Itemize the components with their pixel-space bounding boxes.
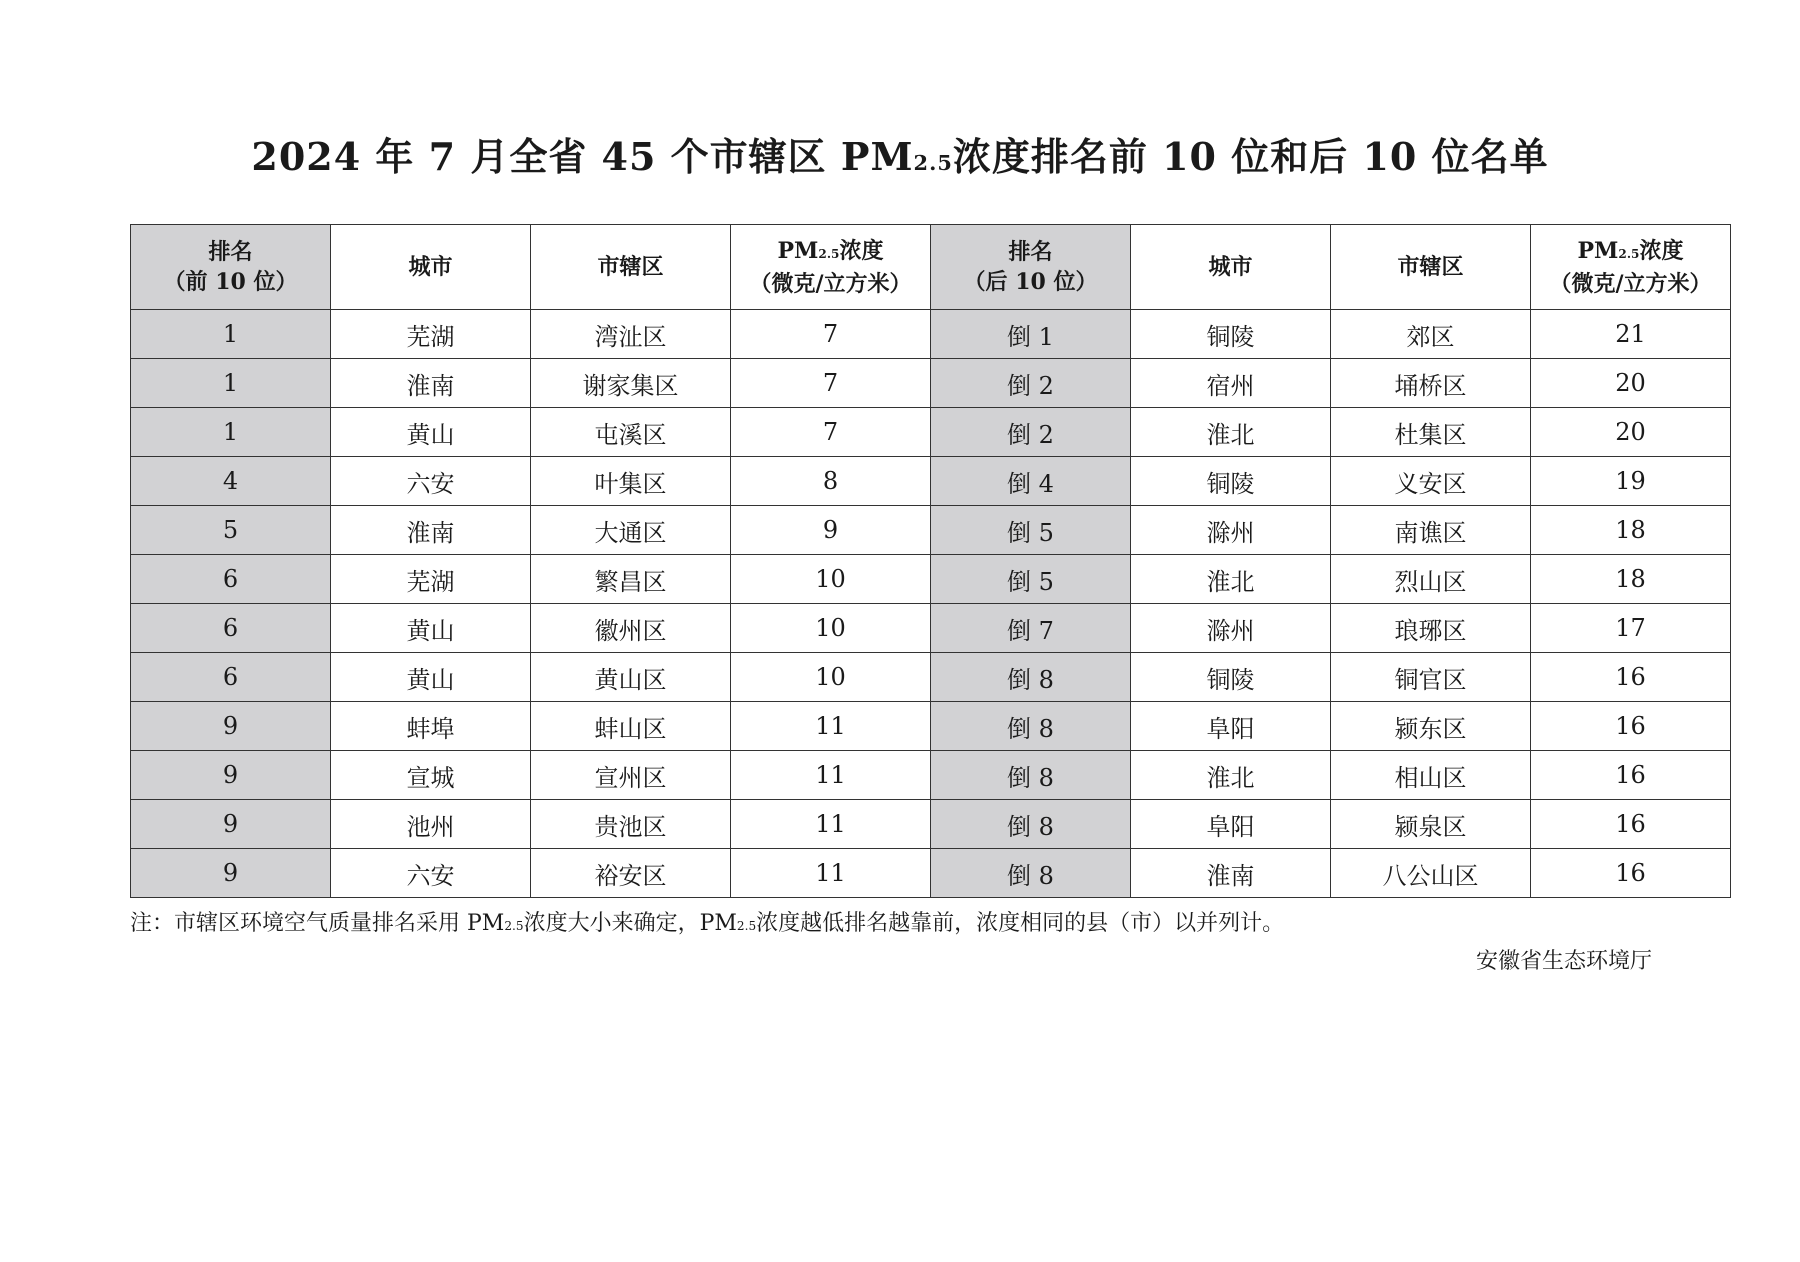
cell-district-top: 湾沚区 [531, 310, 731, 359]
page-title [0, 126, 1800, 181]
cell-city-bottom: 淮南 [1131, 849, 1331, 898]
pm-prefix: PM [777, 237, 819, 264]
cell-city-top: 蚌埠 [331, 702, 531, 751]
cell-district-bottom: 烈山区 [1331, 555, 1531, 604]
cell-value-top: 10 [731, 555, 931, 604]
table-row [131, 653, 1731, 702]
cell-district-top: 大通区 [531, 506, 731, 555]
cell-rank-top: 9 [131, 702, 331, 751]
table-row [131, 849, 1731, 898]
cell-city-top: 池州 [331, 800, 531, 849]
cell-district-bottom: 相山区 [1331, 751, 1531, 800]
cell-district-top: 裕安区 [531, 849, 731, 898]
ranking-table [130, 224, 1731, 898]
cell-city-bottom: 阜阳 [1131, 800, 1331, 849]
cell-rank-bottom: 倒 4 [931, 457, 1131, 506]
cell-city-top: 黄山 [331, 653, 531, 702]
cell-district-bottom: 颍泉区 [1331, 800, 1531, 849]
cell-rank-top: 6 [131, 555, 331, 604]
table-row [131, 506, 1731, 555]
cell-rank-bottom: 倒 8 [931, 849, 1131, 898]
cell-district-top: 徽州区 [531, 604, 731, 653]
cell-rank-top: 6 [131, 604, 331, 653]
cell-city-top: 芜湖 [331, 310, 531, 359]
title-part2: 浓度排名前 10 位和后 10 位名单 [952, 134, 1549, 179]
cell-rank-bottom: 倒 5 [931, 555, 1131, 604]
cell-district-top: 叶集区 [531, 457, 731, 506]
table-row [131, 702, 1731, 751]
cell-value-top: 7 [731, 310, 931, 359]
cell-district-top: 蚌山区 [531, 702, 731, 751]
cell-rank-bottom: 倒 8 [931, 800, 1131, 849]
cell-district-bottom: 颍东区 [1331, 702, 1531, 751]
cell-rank-top: 1 [131, 408, 331, 457]
cell-rank-bottom: 倒 5 [931, 506, 1131, 555]
cell-city-top: 黄山 [331, 408, 531, 457]
header-conc-bottom [1531, 225, 1731, 310]
cell-rank-top: 4 [131, 457, 331, 506]
cell-value-bottom: 20 [1531, 359, 1731, 408]
pm-subscript: 2.5 [1618, 246, 1640, 261]
cell-rank-top: 9 [131, 800, 331, 849]
cell-value-top: 11 [731, 702, 931, 751]
cell-rank-bottom: 倒 8 [931, 702, 1131, 751]
table-row [131, 408, 1731, 457]
table-row [131, 359, 1731, 408]
cell-value-top: 7 [731, 408, 931, 457]
header-rank-top [131, 225, 331, 310]
cell-rank-top: 9 [131, 751, 331, 800]
cell-district-top: 谢家集区 [531, 359, 731, 408]
cell-district-bottom: 琅琊区 [1331, 604, 1531, 653]
conc-suffix: 浓度 [1639, 237, 1684, 264]
cell-city-bottom: 淮北 [1131, 555, 1331, 604]
header-district-bottom: 市辖区 [1331, 225, 1531, 310]
cell-value-bottom: 16 [1531, 653, 1731, 702]
cell-value-top: 9 [731, 506, 931, 555]
cell-district-bottom: 杜集区 [1331, 408, 1531, 457]
pm-prefix: PM [1577, 237, 1619, 264]
header-rank-bottom-line2: （后 10 位） [963, 269, 1098, 295]
cell-city-bottom: 铜陵 [1131, 310, 1331, 359]
cell-value-top: 11 [731, 751, 931, 800]
cell-district-bottom: 埇桥区 [1331, 359, 1531, 408]
cell-value-top: 10 [731, 653, 931, 702]
cell-city-top: 淮南 [331, 359, 531, 408]
cell-city-bottom: 阜阳 [1131, 702, 1331, 751]
cell-city-top: 芜湖 [331, 555, 531, 604]
cell-rank-top: 1 [131, 359, 331, 408]
cell-district-bottom: 郊区 [1331, 310, 1531, 359]
cell-city-bottom: 淮北 [1131, 408, 1331, 457]
pm-subscript: 2.5 [818, 246, 840, 261]
note-part1: 注：市辖区环境空气质量排名采用 PM [130, 911, 505, 936]
cell-city-bottom: 淮北 [1131, 751, 1331, 800]
cell-city-top: 黄山 [331, 604, 531, 653]
cell-rank-top: 6 [131, 653, 331, 702]
table-header-row [131, 225, 1731, 310]
cell-city-bottom: 铜陵 [1131, 457, 1331, 506]
issuer: 安徽省生态环境厅 [1475, 949, 1652, 974]
cell-value-bottom: 19 [1531, 457, 1731, 506]
cell-rank-bottom: 倒 8 [931, 751, 1131, 800]
header-conc-top-unit: （微克/立方米） [749, 270, 912, 297]
cell-rank-bottom: 倒 8 [931, 653, 1131, 702]
header-city-bottom: 城市 [1131, 225, 1331, 310]
table-body [131, 310, 1731, 898]
cell-rank-bottom: 倒 2 [931, 359, 1131, 408]
cell-value-top: 7 [731, 359, 931, 408]
cell-rank-bottom: 倒 2 [931, 408, 1131, 457]
cell-district-top: 贵池区 [531, 800, 731, 849]
cell-city-bottom: 滁州 [1131, 506, 1331, 555]
cell-district-top: 繁昌区 [531, 555, 731, 604]
cell-value-top: 11 [731, 800, 931, 849]
cell-value-bottom: 16 [1531, 849, 1731, 898]
header-conc-top [731, 225, 931, 310]
header-conc-top-line1 [731, 236, 930, 269]
note-part2: 浓度大小来确定，PM [523, 911, 737, 936]
cell-value-bottom: 17 [1531, 604, 1731, 653]
cell-city-bottom: 铜陵 [1131, 653, 1331, 702]
cell-rank-top: 9 [131, 849, 331, 898]
cell-city-bottom: 滁州 [1131, 604, 1331, 653]
header-rank-top-line1: 排名 [208, 239, 253, 265]
cell-district-top: 屯溪区 [531, 408, 731, 457]
header-conc-bottom-unit: （微克/立方米） [1549, 270, 1712, 297]
table-row [131, 604, 1731, 653]
cell-value-bottom: 18 [1531, 555, 1731, 604]
note-subscript-1: 2.5 [504, 919, 524, 933]
cell-value-top: 8 [731, 457, 931, 506]
cell-value-top: 11 [731, 849, 931, 898]
conc-suffix: 浓度 [839, 237, 884, 264]
cell-district-bottom: 义安区 [1331, 457, 1531, 506]
cell-value-bottom: 16 [1531, 751, 1731, 800]
cell-rank-top: 1 [131, 310, 331, 359]
cell-district-bottom: 南谯区 [1331, 506, 1531, 555]
header-city-top: 城市 [331, 225, 531, 310]
header-rank-bottom [931, 225, 1131, 310]
header-conc-bottom-line1 [1531, 236, 1730, 269]
cell-district-bottom: 八公山区 [1331, 849, 1531, 898]
cell-value-bottom: 18 [1531, 506, 1731, 555]
cell-city-top: 宣城 [331, 751, 531, 800]
cell-district-top: 黄山区 [531, 653, 731, 702]
table-row [131, 457, 1731, 506]
cell-value-bottom: 16 [1531, 702, 1731, 751]
table-row [131, 310, 1731, 359]
cell-city-bottom: 宿州 [1131, 359, 1331, 408]
footnote [130, 906, 1284, 937]
cell-value-bottom: 20 [1531, 408, 1731, 457]
cell-rank-bottom: 倒 7 [931, 604, 1131, 653]
cell-city-top: 六安 [331, 457, 531, 506]
header-district-top: 市辖区 [531, 225, 731, 310]
table-row [131, 555, 1731, 604]
header-rank-bottom-line1: 排名 [1008, 239, 1053, 265]
table-row [131, 800, 1731, 849]
cell-rank-bottom: 倒 1 [931, 310, 1131, 359]
cell-value-bottom: 21 [1531, 310, 1731, 359]
cell-city-top: 淮南 [331, 506, 531, 555]
cell-value-bottom: 16 [1531, 800, 1731, 849]
title-subscript: 2.5 [913, 150, 953, 175]
cell-rank-top: 5 [131, 506, 331, 555]
header-rank-top-line2: （前 10 位） [163, 269, 298, 295]
cell-district-bottom: 铜官区 [1331, 653, 1531, 702]
note-part3: 浓度越低排名越靠前，浓度相同的县（市）以并列计。 [756, 911, 1285, 936]
note-subscript-2: 2.5 [736, 919, 757, 933]
cell-value-top: 10 [731, 604, 931, 653]
table-row [131, 751, 1731, 800]
title-part1: 2024 年 7 月全省 45 个市辖区 PM [251, 134, 914, 179]
cell-district-top: 宣州区 [531, 751, 731, 800]
cell-city-top: 六安 [331, 849, 531, 898]
